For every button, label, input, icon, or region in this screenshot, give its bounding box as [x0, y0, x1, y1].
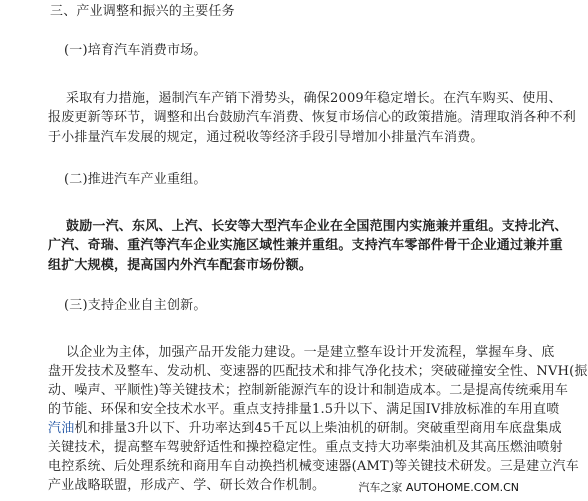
section-1-line-1: 采取有力措施，遏制汽车产销下滑势头，确保2009年稳定增长。在汽车购买、使用、 — [66, 91, 562, 106]
section-2-line-1: 鼓励一汽、东风、上汽、长安等大型汽车企业在全国范围内实施兼并重组。支持北汽、 — [66, 219, 568, 234]
section-3-title: (三)支持企业自主创新。 — [64, 298, 207, 313]
section-1-line-2: 报废更新等环节，调整和出台鼓励汽车消费、恢复市场信心的政策措施。清理取消各种不利 — [48, 110, 577, 125]
section-3-line-6: 关键技术，提高整车驾驶舒适性和操控稳定性。重点支持大功率柴油机及其高压燃油喷射 — [48, 440, 563, 455]
section-1-line-3: 于小排量汽车发展的规定，通过税收等经济手段引导增加小排量汽车消费。 — [48, 130, 484, 145]
section-3-line-5-text: 机和排量3升以下、升功率达到45千瓦以上柴油机的研制。突破重型商用车底盘集成 — [74, 421, 562, 436]
section-2-line-2: 广汽、奇瑞、重汽等汽车企业实施区域性兼并重组。支持汽车零部件骨干企业通过兼并重 — [48, 238, 563, 253]
section-2-line-3: 组扩大规模，提高国内外汽车配套市场份额。 — [48, 258, 313, 273]
section-3-line-8: 产业战略联盟，形成产、学、研长效合作机制。 — [48, 478, 326, 493]
page-heading: 三、产业调整和振兴的主要任务 — [50, 4, 235, 19]
section-2-title: (二)推进汽车产业重组。 — [64, 172, 207, 187]
section-3-line-1: 以企业为主体，加强产品开发能力建设。一是建立整车设计开发流程，掌握车身、底 — [66, 345, 555, 360]
highlighted-word: 汽油 — [48, 421, 75, 436]
site-watermark: 汽车之家 AUTOHOME.COM.CN — [358, 481, 519, 494]
section-3-line-5 — [48, 421, 562, 437]
section-3-line-7: 电控系统、后处理系统和商用车自动换挡机械变速器(AMT)等关键技术研发。三是建立汽车 — [48, 459, 579, 474]
section-3-line-4: 的节能、环保和安全技术水平。重点支持排量1.5升以下、满足国IV排放标准的车用直喷 — [48, 402, 560, 417]
section-3-line-2: 盘开发技术及整车、发动机、变速器的匹配技术和排气净化技术；突破碰撞安全性、NVH(振 — [48, 364, 588, 379]
section-3-line-3: 动、噪声、平顺性)等关键技术；控制新能源汽车的设计和制造成本。二是提高传统乘用车 — [48, 383, 569, 398]
section-1-title: (一)培育汽车消费市场。 — [64, 43, 207, 58]
